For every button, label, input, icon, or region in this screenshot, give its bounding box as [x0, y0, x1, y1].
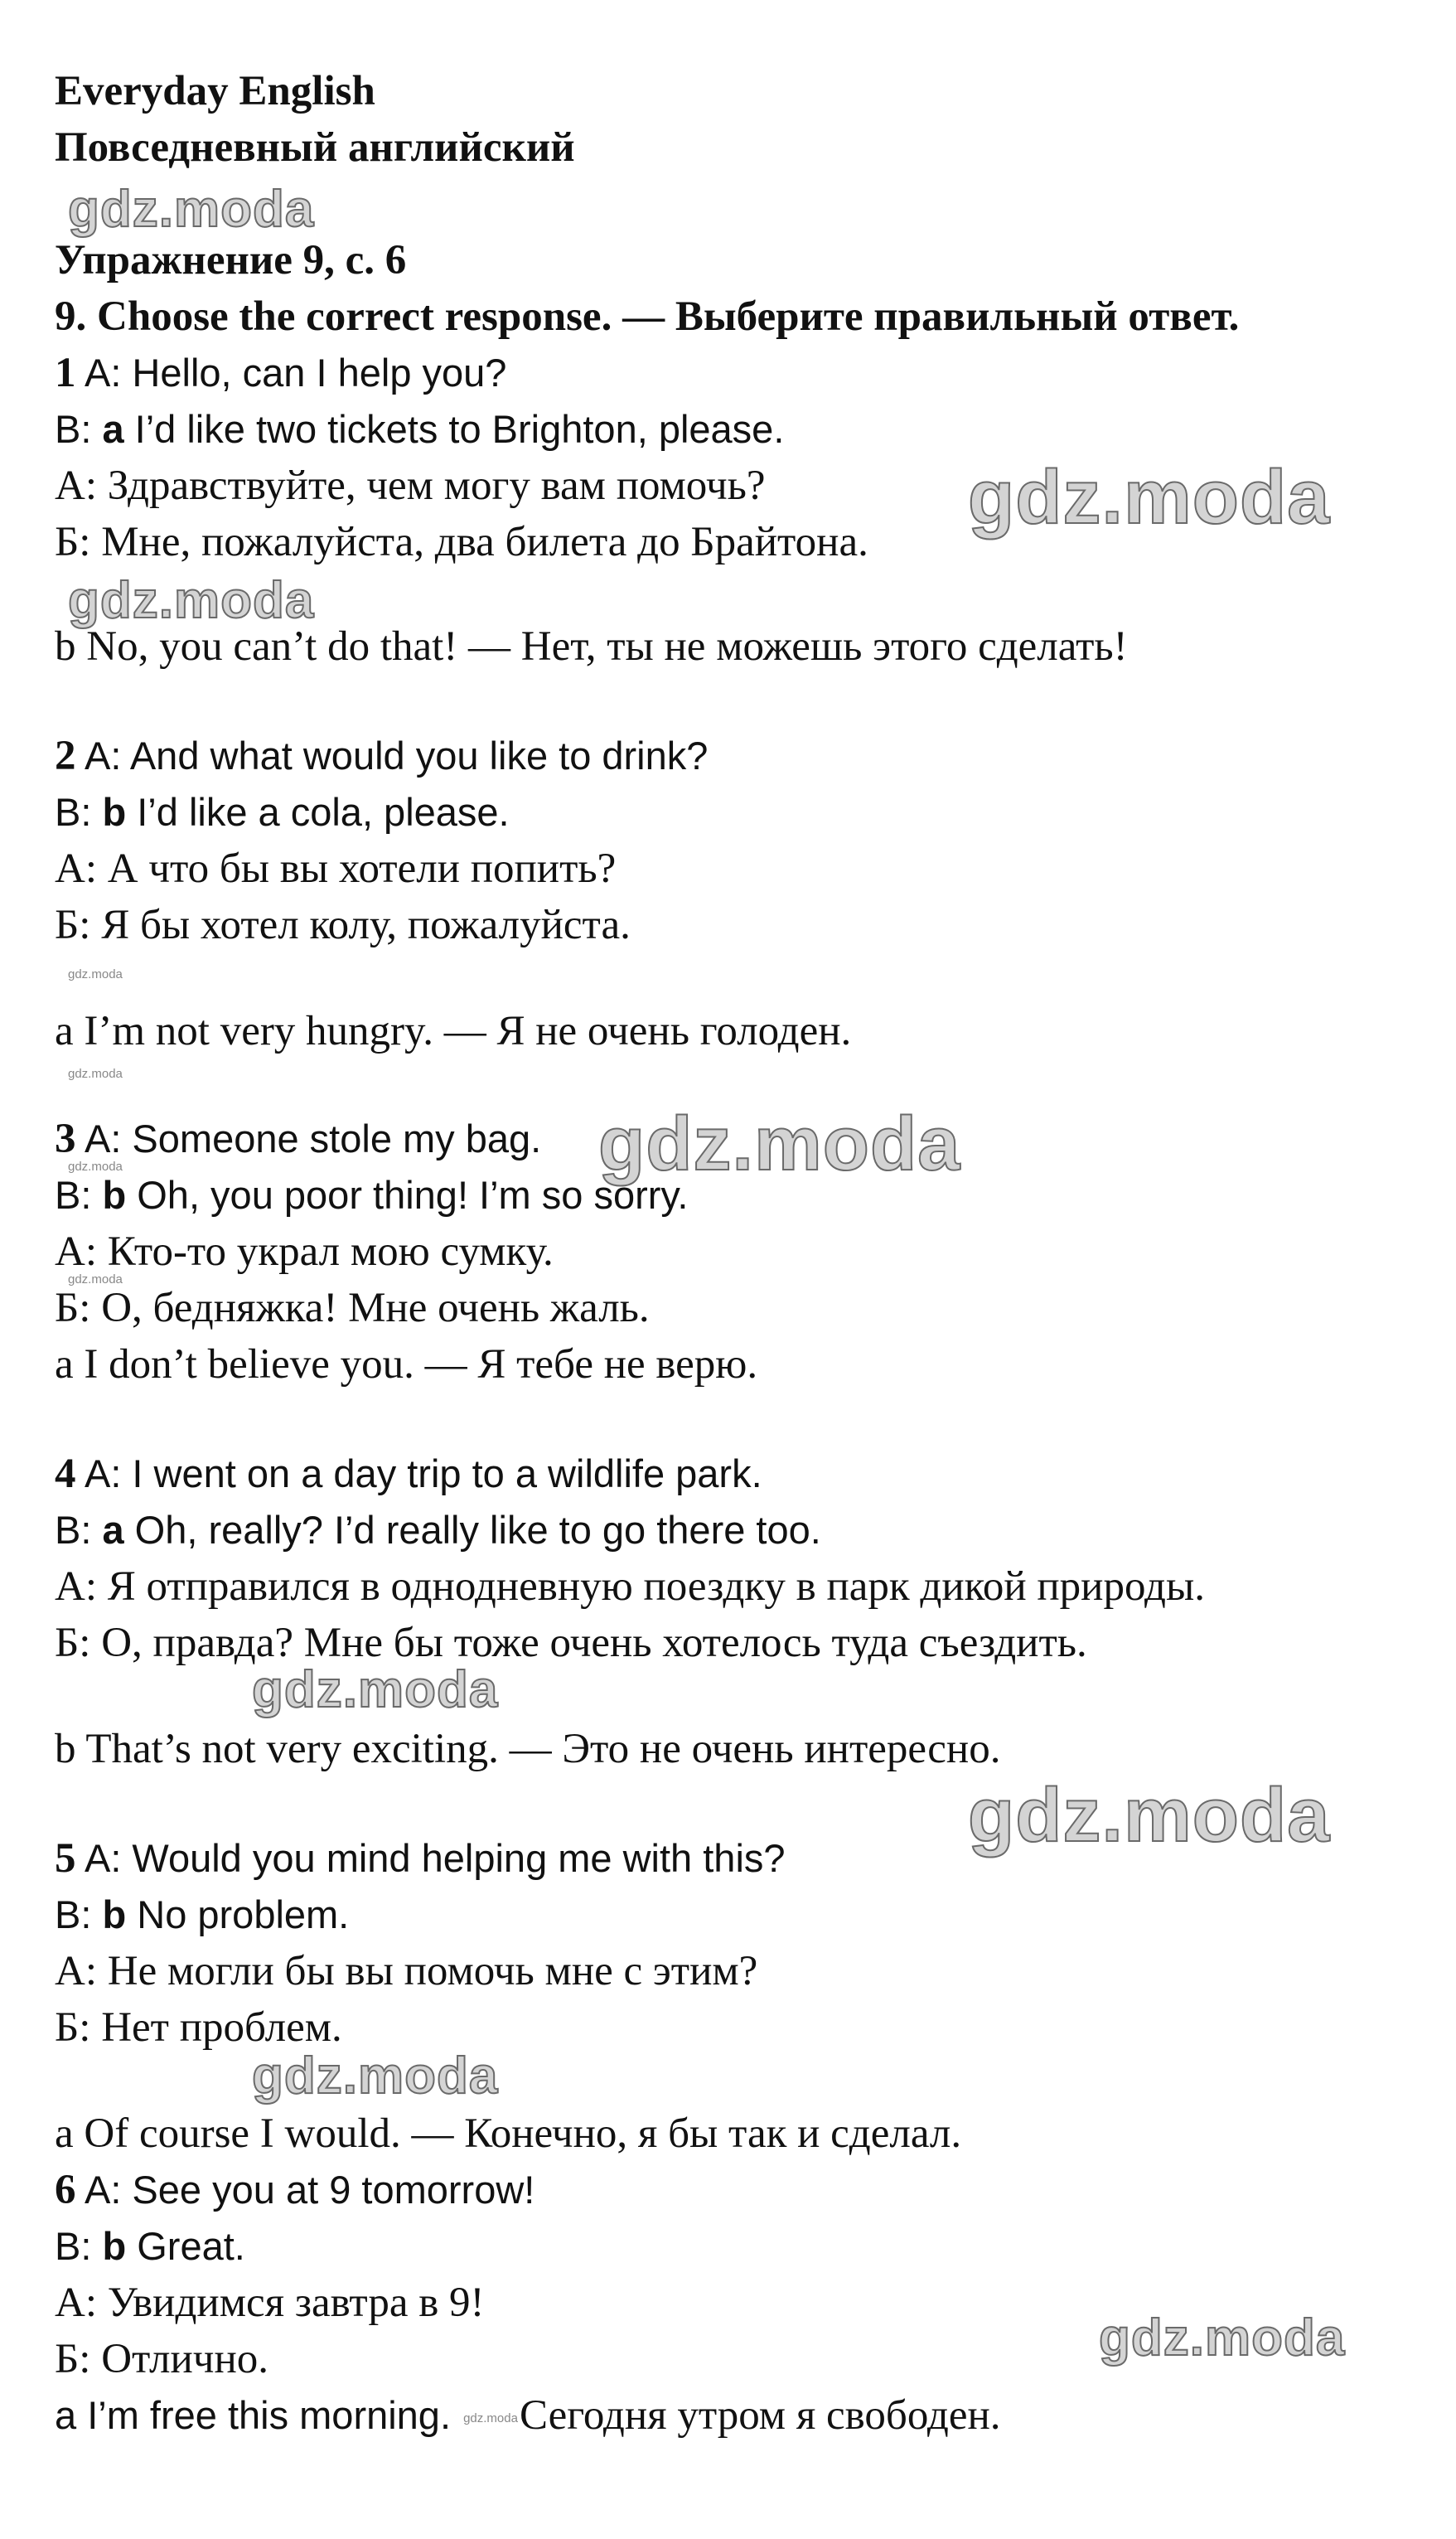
exercise-instruction: 9. Choose the correct response. — Выберите правильный ответ.	[55, 293, 1240, 340]
answer-text: Oh, you poor thing! I’m so sorry.	[126, 1173, 689, 1217]
item-2-translation-b: Б: Я бы хотел колу, пожалуйста.	[55, 902, 631, 948]
answer-speaker: B:	[55, 1173, 103, 1217]
item-6-prompt	[55, 2163, 535, 2217]
item-1-prompt	[55, 346, 506, 400]
watermark: gdz.moda	[968, 1773, 1331, 1858]
prompt-text: A: Hello, can I help you?	[75, 351, 507, 395]
prompt-text: A: Someone stole my bag.	[75, 1117, 542, 1160]
item-4-prompt	[55, 1447, 762, 1500]
answer-text: No problem.	[126, 1892, 350, 1936]
answer-letter: b	[102, 790, 127, 834]
item-4-translation-a: А: Я отправился в однодневную поездку в парк дикой природы.	[55, 1563, 1205, 1610]
watermark: gdz.moda	[68, 1160, 123, 1174]
other-option-english: a I’m free this morning.	[55, 2393, 462, 2437]
item-4-other-option: b That’s not very exciting. — Это не очень интересно.	[55, 1726, 1001, 1772]
item-number: 3	[55, 1116, 76, 1162]
item-5-translation-b: Б: Нет проблем.	[55, 2004, 342, 2051]
answer-letter: b	[102, 2224, 127, 2268]
item-6-other-option	[55, 2389, 1001, 2442]
item-3-other-option: a I don’t believe you. — Я тебе не верю.	[55, 1341, 758, 1388]
item-3-translation-b: Б: О, бедняжка! Мне очень жаль.	[55, 1285, 650, 1331]
watermark: gdz.moda	[68, 1272, 123, 1286]
answer-text: Oh, really? I’d really like to go there too.	[123, 1508, 821, 1552]
answer-speaker: B:	[55, 407, 103, 451]
exercise-heading: Упражнение 9, с. 6	[55, 237, 407, 283]
item-5-answer	[55, 1888, 349, 1941]
item-6-translation-b: Б: Отлично.	[55, 2336, 268, 2382]
watermark: gdz.moda	[252, 2047, 499, 2105]
watermark: gdz.moda	[68, 1067, 123, 1081]
prompt-text: A: See you at 9 tomorrow!	[75, 2168, 535, 2212]
answer-speaker: B:	[55, 2224, 103, 2268]
item-2-prompt	[55, 729, 708, 783]
item-1-other-option: b No, you can’t do that! — Нет, ты не можешь этого сделать!	[55, 623, 1128, 670]
prompt-text: A: Would you mind helping me with this?	[75, 1836, 786, 1880]
answer-text: I’d like a cola, please.	[126, 790, 510, 834]
item-1-translation-b: Б: Мне, пожалуйста, два билета до Брайтона.	[55, 519, 868, 565]
watermark: gdz.moda	[252, 1661, 499, 1718]
answer-letter: a	[102, 1508, 124, 1552]
item-4-translation-b: Б: О, правда? Мне бы тоже очень хотелось туда съездить.	[55, 1620, 1087, 1666]
watermark: gdz.moda	[68, 967, 123, 981]
item-2-translation-a: А: А что бы вы хотели попить?	[55, 846, 617, 892]
other-option-russian: Сегодня утром я свободен.	[519, 2392, 1001, 2439]
item-2-answer	[55, 786, 510, 839]
item-3-translation-a: А: Кто-то украл мою сумку.	[55, 1228, 554, 1275]
item-number: 4	[55, 1451, 76, 1497]
answer-text: Great.	[126, 2224, 245, 2268]
item-5-translation-a: А: Не могли бы вы помочь мне с этим?	[55, 1948, 758, 1994]
item-1-answer	[55, 403, 784, 456]
item-number: 2	[55, 733, 76, 779]
item-3-answer	[55, 1169, 688, 1222]
answer-speaker: B:	[55, 1508, 103, 1552]
title-russian: Повседневный английский	[55, 124, 575, 171]
item-3-prompt	[55, 1112, 541, 1165]
watermark: gdz.moda	[968, 455, 1331, 540]
item-6-answer	[55, 2220, 245, 2273]
item-6-translation-a: А: Увидимся завтра в 9!	[55, 2280, 485, 2326]
item-number: 1	[55, 350, 76, 396]
answer-letter: b	[102, 1173, 127, 1217]
item-1-translation-a: А: Здравствуйте, чем могу вам помочь?	[55, 463, 766, 509]
watermark: gdz.moda	[598, 1102, 961, 1186]
answer-letter: b	[102, 1892, 127, 1936]
prompt-text: A: And what would you like to drink?	[75, 734, 709, 778]
answer-speaker: B:	[55, 1892, 103, 1936]
answer-text: I’d like two tickets to Brighton, please.	[123, 407, 785, 451]
answer-letter: a	[102, 407, 124, 451]
watermark: gdz.moda	[1099, 2309, 1346, 2367]
answer-speaker: B:	[55, 790, 103, 834]
watermark: gdz.moda	[68, 181, 315, 238]
item-number: 6	[55, 2167, 76, 2213]
item-5-prompt	[55, 1832, 786, 1885]
title-english: Everyday English	[55, 68, 375, 114]
watermark: gdz.moda	[68, 572, 315, 629]
item-number: 5	[55, 1835, 76, 1882]
watermark: gdz.moda	[463, 2411, 518, 2426]
item-4-answer	[55, 1504, 821, 1557]
item-2-other-option: a I’m not very hungry. — Я не очень голоден.	[55, 1008, 852, 1054]
prompt-text: A: I went on a day trip to a wildlife park.	[75, 1451, 762, 1495]
item-5-other-option: a Of course I would. — Конечно, я бы так и сделал.	[55, 2110, 962, 2157]
